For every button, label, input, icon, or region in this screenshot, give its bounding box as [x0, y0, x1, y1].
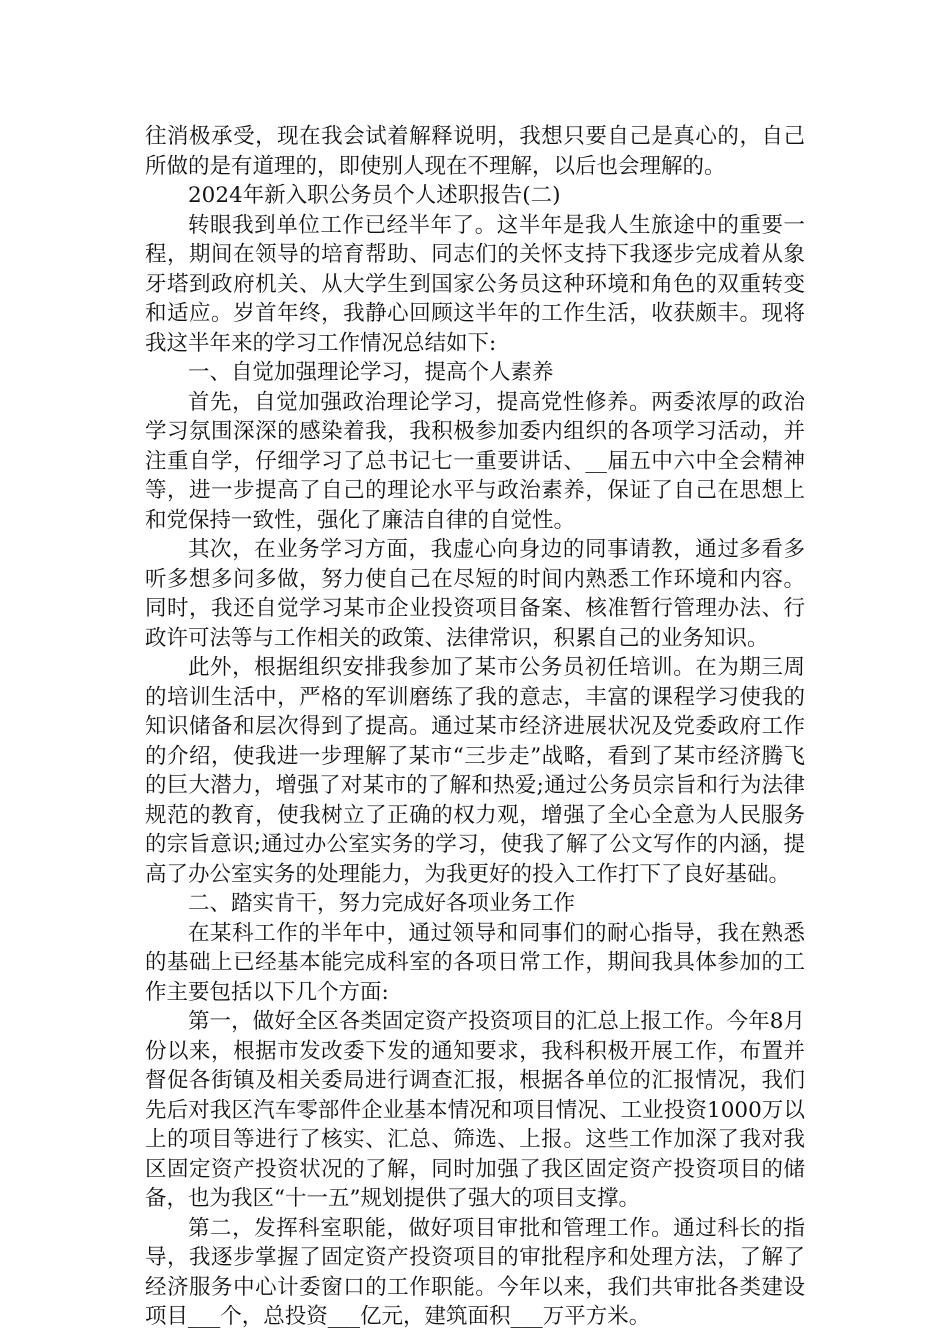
paragraph-intro: 转眼我到单位工作已经半年了。这半年是我人生旅途中的重要一程，期间在领导的培育帮助、同志们的关怀支持下我逐步完成着从象牙塔到政府机关、从大学生到国家公务员这种环境和角色的双重转变和适应。岁首年终，我静心回顾这半年的工作生活，收获颇丰。现将我这半年来的学习工作情况总结如下:	[145, 212, 805, 356]
document-title: 2024年新入职公务员个人述职报告(二)	[188, 183, 561, 208]
section-heading-2: 二、踏实肯干，努力完成好各项业务工作	[188, 891, 576, 916]
paragraph-work-item-2: 第二，发挥科室职能，做好项目审批和管理工作。通过科长的指导，我逐步掌握了固定资产投资项目的审批程序和处理方法，了解了经济服务中心计委窗口的工作职能。今年以来，我们共审批各类建设项目___个，总投资___亿元，建筑面积___万平方米。	[145, 1215, 805, 1329]
section-heading-1: 一、自觉加强理论学习，提高个人素养	[188, 360, 554, 385]
paragraph-training: 此外，根据组织安排我参加了某市公务员初任培训。在为期三周的培训生活中，严格的军训磨练了我的意志，丰富的课程学习使我的知识储备和层次得到了提高。通过某市经济进展状况及党委政府工作的介绍，使我进一步理解了某市“三步走”战略，看到了某市经济腾飞的巨大潜力，增强了对某市的了解和热爱;通过公务员宗旨和行为法律规范的教育，使我树立了正确的权力观，增强了全心全意为人民服务的宗旨意识;通过办公室实务的学习，使我了解了公文写作的内涵，提高了办公室实务的处理能力，为我更好的投入工作打下了良好基础。	[145, 655, 805, 887]
paragraph-business-study: 其次，在业务学习方面，我虚心向身边的同事请教，通过多看多听多想多问多做，努力使自己在尽短的时间内熟悉工作环境和内容。同时，我还自觉学习某市企业投资项目备案、核准暂行管理办法、行政许可法等与工作相关的政策、法律常识，积累自己的业务知识。	[145, 537, 805, 651]
paragraph-political-study: 首先，自觉加强政治理论学习，提高党性修养。两委浓厚的政治学习氛围深深的感染着我，我积极参加委内组织的各项学习活动，并注重自学，仔细学习了总书记七一重要讲话、__届五中六中全会精神等，进一步提高了自己的理论水平与政治素养，保证了自己在思想上和党保持一致性，强化了廉洁自律的自觉性。	[145, 389, 805, 533]
document-body	[145, 122, 805, 1332]
paragraph-work-overview: 在某科工作的半年中，通过领导和同事们的耐心指导，我在熟悉的基础上已经基本能完成科室的各项日常工作，期间我具体参加的工作主要包括以下几个方面:	[145, 920, 805, 1005]
paragraph-continuation: 往消极承受，现在我会试着解释说明，我想只要自己是真心的，自己所做的是有道理的，即使别人现在不理解，以后也会理解的。	[145, 124, 805, 179]
paragraph-work-item-1: 第一，做好全区各类固定资产投资项目的汇总上报工作。今年8月份以来，根据市发改委下发的通知要求，我科积极开展工作，布置并督促各街镇及相关委局进行调查汇报，根据各单位的汇报情况，我们先后对我区汽车零部件企业基本情况和项目情况、工业投资1000万以上的项目等进行了核实、汇总、筛选、上报。这些工作加深了我对我区固定资产投资状况的了解，同时加强了我区固定资产投资项目的储备，也为我区“十一五”规划提供了强大的项目支撑。	[145, 1009, 805, 1211]
